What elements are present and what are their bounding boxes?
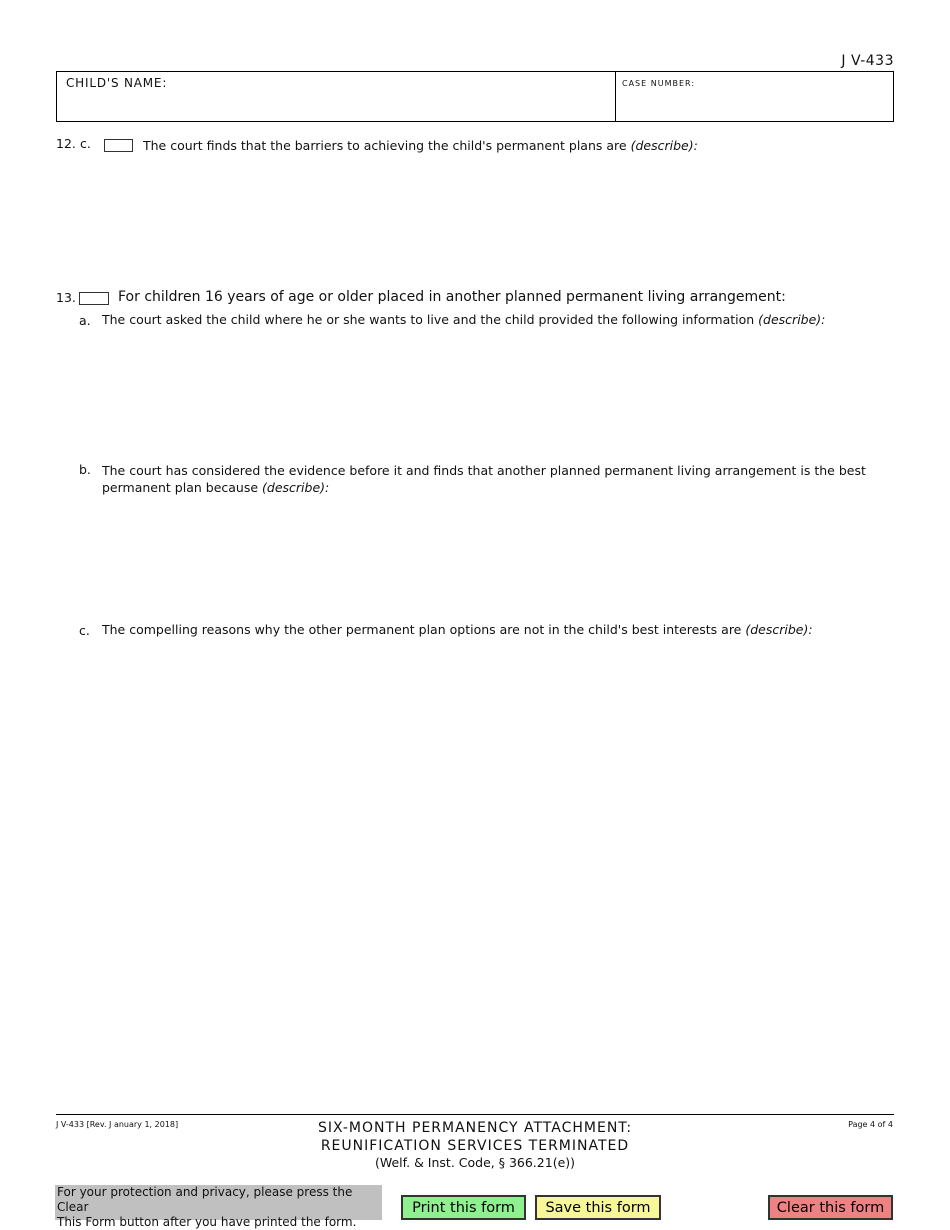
item-12-number: 12. <box>56 136 76 151</box>
item-13c-describe: (describe): <box>745 622 813 637</box>
privacy-notice <box>55 1185 382 1229</box>
revision-date: J V-433 [Rev. J anuary 1, 2018] <box>56 1120 179 1129</box>
item-13-number: 13. <box>56 290 76 305</box>
item-13b-description-field[interactable] <box>102 500 896 614</box>
child-name-field[interactable] <box>63 92 612 120</box>
item-12c-description-field[interactable] <box>102 158 896 282</box>
item-13a-letter: a. <box>79 313 91 328</box>
privacy-line1: For your protection and privacy, please press the Clear <box>57 1185 353 1214</box>
item-13-text: For children 16 years of age or older placed in another planned permanent living arrangement: <box>118 289 786 305</box>
privacy-line2: This Form button after you have printed the form. <box>57 1215 357 1229</box>
item-13b-text <box>102 462 866 496</box>
item-13b-letter: b. <box>79 462 91 477</box>
child-name-label: CHILD'S NAME: <box>66 76 168 90</box>
item-12c-checkbox[interactable] <box>104 139 133 152</box>
item-13c-description-field[interactable] <box>102 642 896 1096</box>
item-13b-line2: permanent plan because <box>102 480 259 495</box>
statute-citation: (Welf. & Inst. Code, § 366.21(e)) <box>374 1155 576 1170</box>
item-13c-label: The compelling reasons why the other permanent plan options are not in the child's best interests are <box>102 622 742 637</box>
form-id-top: J V-433 <box>841 53 894 69</box>
clear-form-button[interactable]: Clear this form <box>768 1195 893 1220</box>
case-number-field[interactable] <box>620 92 894 120</box>
item-13a-label: The court asked the child where he or she wants to live and the child provided the following information <box>102 312 755 327</box>
caption-box <box>56 71 894 122</box>
page-number: Page 4 of 4 <box>848 1120 893 1129</box>
item-13c-text <box>102 621 813 638</box>
item-13a-describe: (describe): <box>758 312 826 327</box>
item-13c-letter: c. <box>79 623 90 638</box>
item-12c-describe: (describe): <box>630 138 698 153</box>
item-13a-description-field[interactable] <box>102 332 896 456</box>
item-13b-line1: The court has considered the evidence before it and finds that another planned permanent living arrangement is the best <box>102 463 866 478</box>
print-form-button[interactable]: Print this form <box>401 1195 526 1220</box>
form-title-line1: SIX-MONTH PERMANENCY ATTACHMENT: <box>317 1120 633 1136</box>
item-12c-letter: c. <box>80 136 91 151</box>
item-13a-text <box>102 311 825 328</box>
save-form-button[interactable]: Save this form <box>535 1195 661 1220</box>
footer-rule <box>56 1114 894 1115</box>
case-number-label: CASE NUMBER: <box>622 79 696 88</box>
caption-divider <box>615 72 616 121</box>
item-12c-text <box>143 137 698 154</box>
item-13b-line2-wrap <box>102 479 866 496</box>
item-13-checkbox[interactable] <box>79 292 109 305</box>
item-12c-label: The court finds that the barriers to achieving the child's permanent plans are <box>143 138 627 153</box>
item-13b-describe: (describe): <box>262 480 330 495</box>
form-title-line2: REUNIFICATION SERVICES TERMINATED <box>320 1138 630 1154</box>
